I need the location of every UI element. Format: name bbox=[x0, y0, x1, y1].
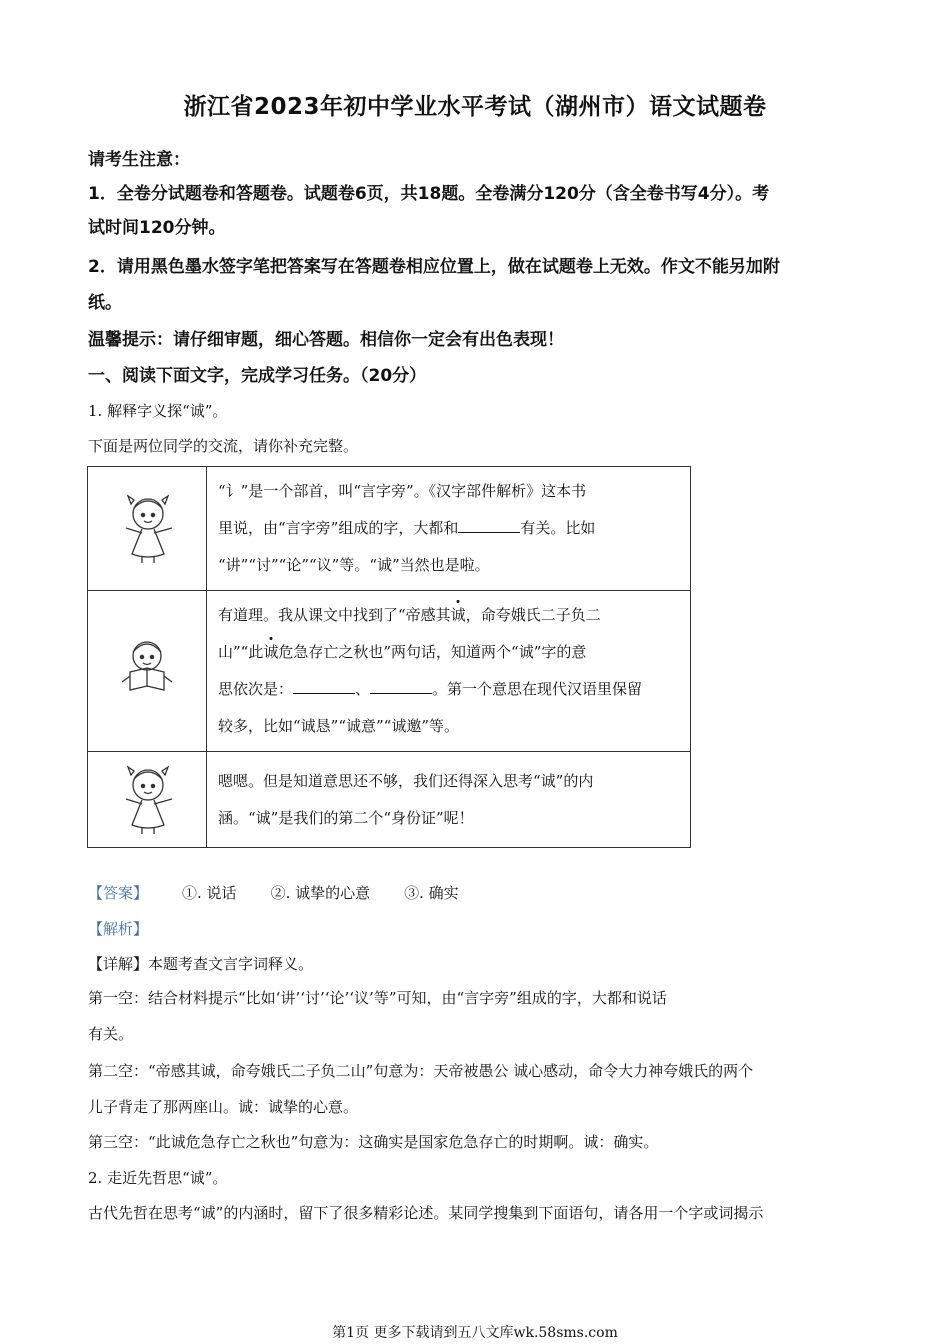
girl-avatar-icon bbox=[112, 488, 182, 566]
answer-label: 【答案】 bbox=[88, 884, 149, 902]
dialog1-line1: “讠”是一个部首，叫“言字旁”。《汉字部件解析》这本书 bbox=[218, 482, 587, 500]
notice-item1-line1: 1．全卷分试题卷和答题卷。试题卷6页，共18题。全卷满分120分（含全卷书写4分）。考 bbox=[88, 184, 770, 204]
answer-item: ①. 说话 bbox=[182, 884, 237, 902]
dialog-row-1 bbox=[88, 467, 691, 591]
analysis-blank1-line2: 有关。 bbox=[88, 1025, 134, 1043]
dialog-text-2 bbox=[207, 591, 691, 752]
emphasis-char: 诚 bbox=[263, 643, 279, 661]
dialog2-line4: 较多，比如“诚恳”“诚意”“诚邀”等。 bbox=[218, 717, 460, 735]
question2-line1: 古代先哲在思考“诚”的内涵时，留下了很多精彩论述。某同学搜集到下面语句，请各用一个字或词揭示 bbox=[88, 1204, 764, 1222]
fill-blank-3 bbox=[370, 675, 432, 694]
question2-title: 2. 走近先哲思“诚”。 bbox=[88, 1169, 228, 1187]
girl-avatar-cell bbox=[88, 752, 207, 848]
fill-blank-2 bbox=[293, 675, 355, 694]
girl-avatar-cell bbox=[88, 467, 207, 591]
dialog-row-3 bbox=[88, 752, 691, 848]
section1-heading: 一、阅读下面文字，完成学习任务。（20分） bbox=[88, 366, 427, 386]
dialog-text-1 bbox=[207, 467, 691, 591]
fill-blank-1 bbox=[458, 514, 520, 533]
analysis-blank1-line1: 第一空：结合材料提示“比如‘讲’‘讨’‘论’‘议’等”可知，由“言字旁”组成的字，大都和说话 bbox=[88, 989, 667, 1007]
answer-line bbox=[88, 876, 868, 911]
dialog2-line2: 山”“此诚危急存亡之秋也”两句话，知道两个“诚”字的意 bbox=[218, 643, 587, 661]
question1-title: 1. 解释字义探“诚”。 bbox=[88, 402, 228, 420]
dialog-row-2 bbox=[88, 591, 691, 752]
analysis-label: 【解析】 bbox=[88, 920, 149, 938]
boy-reading-avatar-icon bbox=[112, 634, 182, 704]
dialog3-line2: 涵。“诚”是我们的第二个“身份证”呢！ bbox=[218, 808, 474, 827]
notice-item1-line2: 试时间120分钟。 bbox=[88, 218, 226, 238]
dialog-table bbox=[87, 466, 691, 848]
notice-item2-line2: 纸。 bbox=[88, 293, 122, 313]
analysis-blank3: 第三空：“此诚危急存亡之秋也”句意为：这确实是国家危急存亡的时期啊。诚：确实。 bbox=[88, 1133, 659, 1151]
warm-tip: 温馨提示：请仔细审题，细心答题。相信你一定会有出色表现！ bbox=[88, 330, 564, 350]
analysis-blank2-line1: 第二空：“帝感其诚，命夸娥氏二子负二山”句意为：天帝被愚公 诚心感动，命令大力神夸娥氏的两个 bbox=[88, 1062, 754, 1080]
girl-avatar-icon bbox=[112, 759, 182, 837]
answer-item: ③. 确实 bbox=[404, 884, 459, 902]
dialog1-line2: 里说，由“言字旁”组成的字，大都和 有关。比如 bbox=[218, 510, 680, 547]
dialog2-line3: 思依次是： 、 。第一个意思在现代汉语里保留 bbox=[218, 671, 680, 708]
notice-item2-line1: 2．请用黑色墨水签字笔把答案写在答题卷相应位置上，做在试题卷上无效。作文不能另加附 bbox=[88, 257, 780, 277]
emphasis-char: 诚 bbox=[450, 606, 466, 624]
boy-avatar-cell bbox=[88, 591, 207, 752]
answer-item: ②. 诚挚的心意 bbox=[270, 884, 371, 902]
question1-description: 下面是两位同学的交流，请你补充完整。 bbox=[88, 437, 359, 455]
exam-title: 浙江省2023年初中学业水平考试（湖州市）语文试题卷 bbox=[183, 94, 767, 120]
dialog3-line1: 嗯嗯。但是知道意思还不够，我们还得深入思考“诚”的内 bbox=[218, 771, 594, 790]
notice-heading: 请考生注意： bbox=[88, 150, 190, 170]
dialog2-line1: 有道理。我从课文中找到了“帝感其诚，命夸娥氏二子负二 bbox=[218, 606, 601, 624]
page-footer: 第1页 更多下载请到五八文库wk.58sms.com bbox=[332, 1325, 618, 1341]
dialog-text-3 bbox=[207, 752, 691, 848]
analysis-blank2-line2: 儿子背走了那两座山。诚：诚挚的心意。 bbox=[88, 1098, 359, 1116]
analysis-detail: 【详解】本题考查文言字词释义。 bbox=[88, 955, 314, 973]
dialog1-line3: “讲”“讨”“论”“议”等。“诚”当然也是啦。 bbox=[218, 556, 490, 574]
